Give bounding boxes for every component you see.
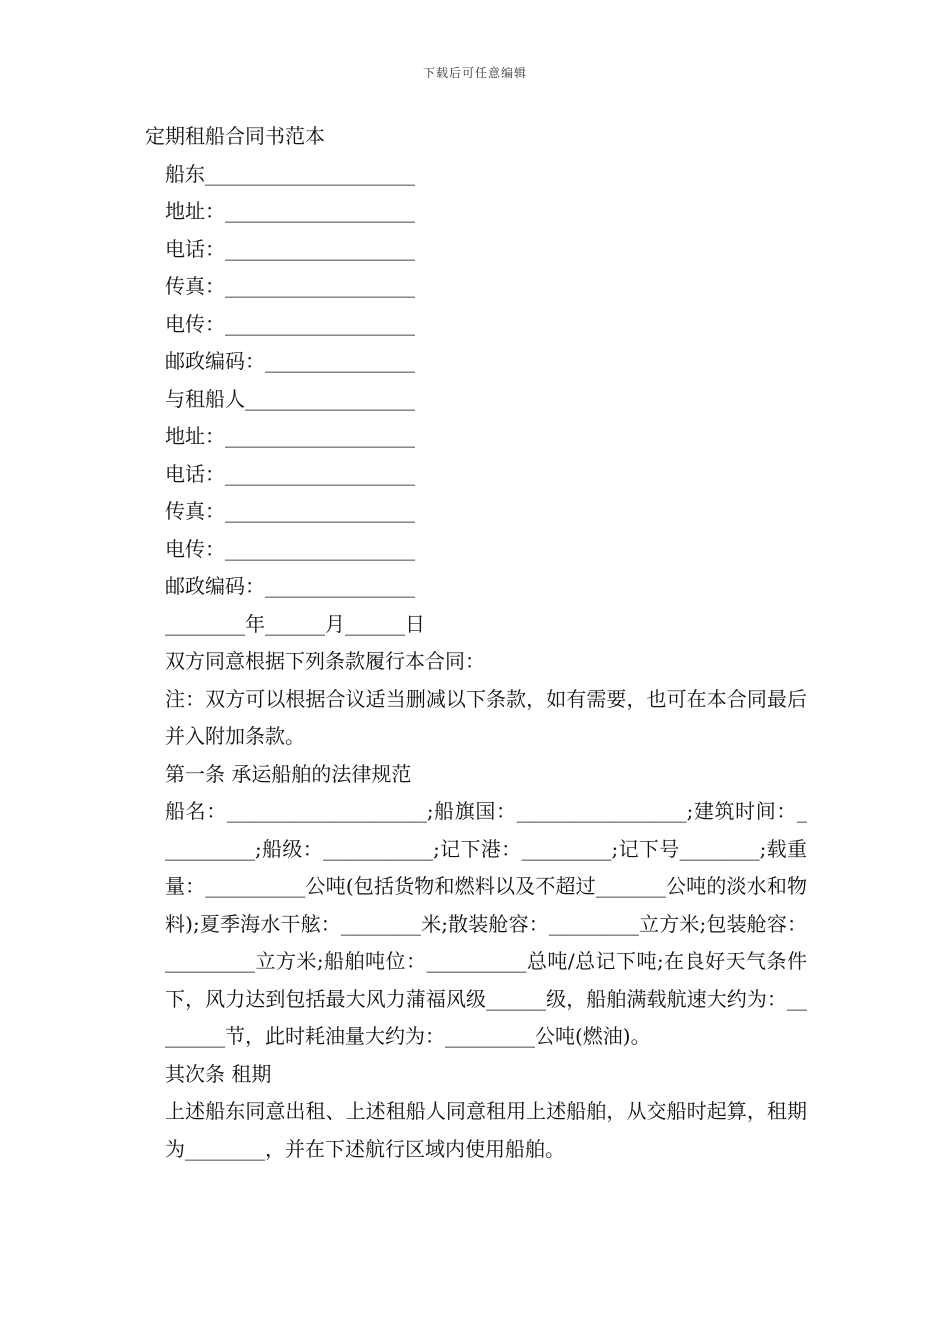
charterer-phone-field: 电话：___________________ — [165, 461, 415, 486]
owner-fax-field: 传真：___________________ — [165, 274, 415, 298]
article2-heading: 其次条 租期 — [165, 1061, 272, 1086]
charterer-telex-field: 电传：___________________ — [165, 536, 415, 561]
date-field: ________年______月______日 — [165, 611, 425, 636]
owner-name-field: 船东_____________________ — [165, 161, 415, 186]
owner-address-field: 地址：___________________ — [165, 199, 415, 223]
article1-body: 船名：____________________;船旗国：_________________;建筑时间：__________;船级：___________;记下港：_________;记下号________;载重量：__________公吨(包括货物和燃料以及不超过_______公吨的淡水和物料);夏季海水干舷：________米;散装舱容：_________立方米;包装舱容：_________立方米;船舶吨位：__________总吨/总记下吨;在良好天气条件下，风力达到包括最大风力蒲福风级______级，船舶满载航速大约为：________节，此时耗油量大约为：_________公吨(燃油)。 — [165, 799, 807, 1048]
owner-telex-field: 电传：___________________ — [165, 311, 415, 336]
owner-phone-field: 电话：___________________ — [165, 236, 415, 261]
article1-heading: 第一条 承运船舶的法律规范 — [165, 761, 412, 786]
note-paragraph: 注：双方可以根据合议适当删减以下条款，如有需要，也可在本合同最后并入附加条款。 — [165, 686, 807, 748]
article2-body: 上述船东同意出租、上述租船人同意租用上述船舶，从交船时起算，租期为________，并在下述航行区域内使用船舶。 — [165, 1099, 807, 1161]
charterer-address-field: 地址：___________________ — [165, 424, 415, 448]
charterer-postcode-field: 邮政编码：_______________ — [165, 574, 415, 598]
charterer-fax-field: 传真：___________________ — [165, 499, 415, 523]
document-title: 定期租船合同书范本 — [145, 124, 325, 148]
owner-postcode-field: 邮政编码：_______________ — [165, 349, 415, 373]
charterer-name-field: 与租船人_________________ — [165, 386, 415, 411]
page-header: 下载后可任意编辑 — [422, 66, 527, 80]
contract-document — [145, 118, 807, 1168]
agreement-statement: 双方同意根据下列条款履行本合同： — [165, 649, 485, 673]
